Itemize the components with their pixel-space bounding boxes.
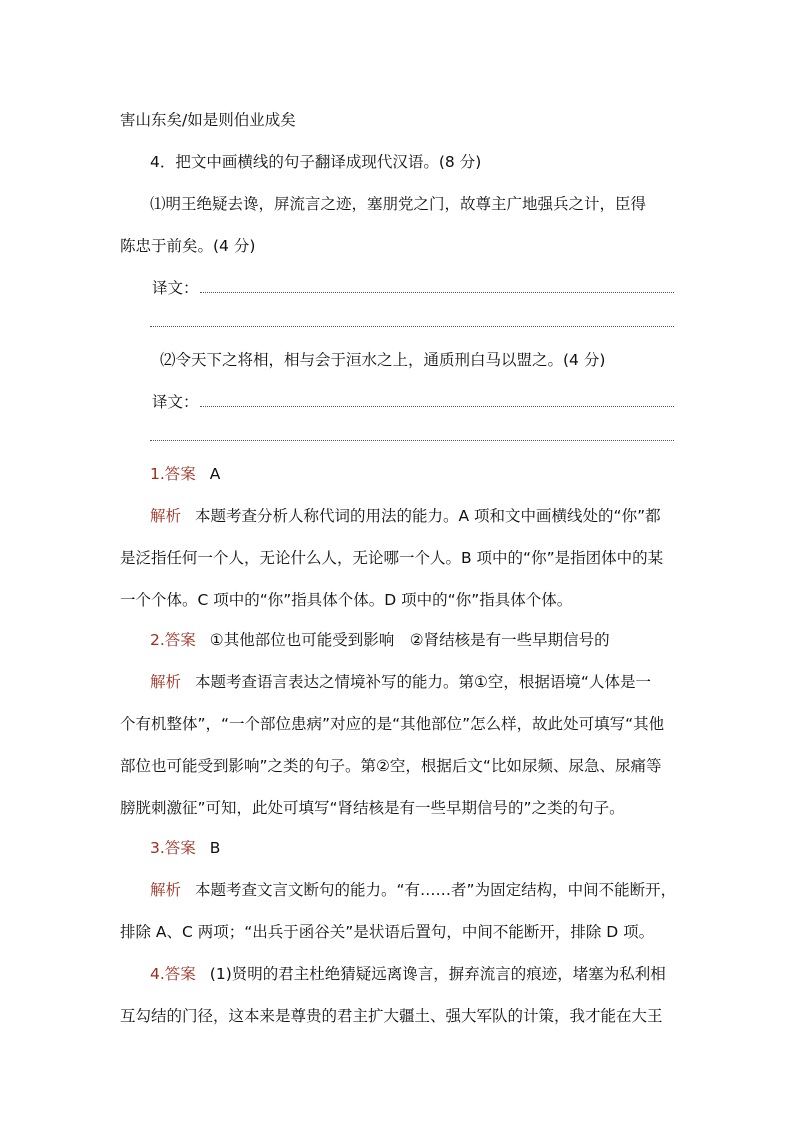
analysis-text: 部位也可能受到影响”之类的句子。第②空，根据后文“比如尿频、尿急、尿痛等 [120,757,662,775]
analysis-1 [150,506,661,526]
answer-value: (1)贤明的君主杜绝猜疑远离谗言，摒弃流言的痕迹，堵塞为私利相 [209,965,666,983]
analysis-text: 膀胱刺激征”可知，此处可填写“肾结核是有一些早期信号的”之类的句子。 [120,799,625,817]
analysis-label: 解析 [150,507,182,525]
answer-line [200,292,674,293]
analysis-text: 是泛指任何一个人，无论什么人，无论哪一个人。B 项中的“你”是指团体中的某 [120,549,664,567]
answer-value: B [209,839,221,857]
analysis-label: 解析 [150,673,182,691]
answer-1 [150,464,220,484]
question-4-sub1-cont: 陈忠于前矣。(4 分) [120,237,256,255]
answer-4 [150,964,666,984]
answer-3 [150,838,220,858]
answer-label: 4.答案 [150,965,196,983]
answer-value: ①其他部位也可能受到影响 ②肾结核是有一些早期信号的 [209,631,610,649]
answer-label: 2.答案 [150,631,196,649]
analysis-text: 排除 A、C 两项；“出兵于函谷关”是状语后置句，中间不能断开，排除 D 项。 [120,923,655,941]
analysis-3 [150,880,676,900]
answer-line [200,406,674,407]
answer-line [150,326,674,327]
answer-label: 1.答案 [150,465,196,483]
question-4-sub2: ⑵令天下之将相，相与会于洹水之上，通质刑白马以盟之。(4 分) [160,351,606,369]
analysis-text: 一个个体。C 项中的“你”指具体个体。D 项中的“你”指具体个体。 [120,591,573,609]
translation-label: 译文： [152,393,199,411]
question-4-sub1: ⑴明王绝疑去谗，屏流言之迹，塞朋党之门，故尊主广地强兵之计，臣得 [150,195,647,213]
answer-line [150,440,674,441]
answer-label: 3.答案 [150,839,196,857]
analysis-text: 本题考查分析人称代词的用法的能力。A 项和文中画横线处的“你”都 [195,507,661,525]
analysis-text: 本题考查文言文断句的能力。“有……者”为固定结构，中间不能断开， [195,881,677,899]
translation-label: 译文： [152,279,199,297]
answer-value: A [209,465,221,483]
text-line: 害山东矣/如是则伯业成矣 [120,111,296,129]
analysis-label: 解析 [150,881,182,899]
analysis-text: 本题考查语言表达之情境补写的能力。第①空，根据语境“人体是一 [195,673,651,691]
analysis-text: 个有机整体”，“一个部位患病”对应的是“其他部位”怎么样，故此处可填写“其他 [120,715,665,733]
answer-2 [150,630,610,650]
answer-text: 互勾结的门径，这本来是尊贵的君主扩大疆土、强大军队的计策，我才能在大王 [120,1007,663,1025]
question-4-title: 4．把文中画横线的句子翻译成现代汉语。(8 分) [150,153,482,171]
analysis-2 [150,672,651,692]
